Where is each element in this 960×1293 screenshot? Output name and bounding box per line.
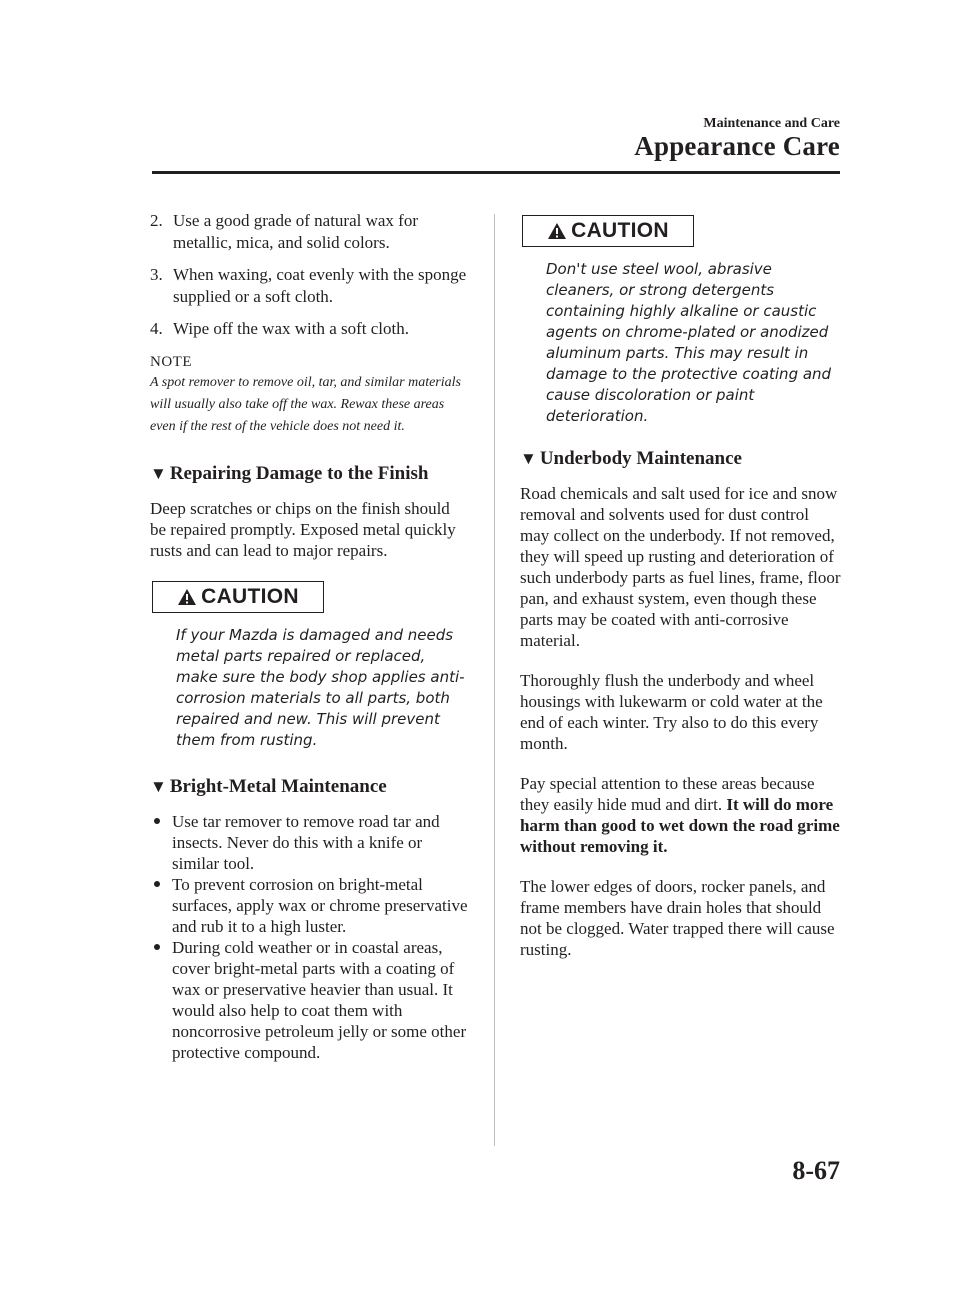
- bullet-text: To prevent corrosion on bright-metal surfaces, apply wax or chrome preservative and rub it to a high luster.: [172, 875, 468, 936]
- step-text: Use a good grade of natural wax for metallic, mica, and solid colors.: [173, 211, 418, 252]
- caution-text: If your Mazda is damaged and needs metal parts repaired or replaced, make sure the body shop applies anti-corrosion materials to all parts, both repaired and new. This will prevent them from rusting.: [176, 626, 465, 749]
- step-item: [150, 318, 470, 340]
- list-item: [150, 811, 470, 874]
- triangle-down-icon: ▼: [520, 449, 537, 468]
- caution-text: Don't use steel wool, abrasive cleaners, or strong detergents containing highly alkaline or caustic agents on chrome-plated or anodized aluminum parts. This may result in damage to the protective coating and cause discoloration or paint deterioration.: [546, 260, 832, 425]
- column-divider: [494, 214, 495, 1146]
- underbody-paragraph: Road chemicals and salt used for ice and snow removal and solvents used for dust control may collect on the underbody. If not removed, they will speed up rusting and deterioration of such underbody parts as fuel lines, frame, floor pan, and exhaust system, even though these parts may be coated with anti-corrosive material.: [520, 484, 841, 650]
- triangle-down-icon: ▼: [150, 464, 167, 483]
- caution-banner: [522, 215, 694, 247]
- step-item: [150, 264, 470, 308]
- list-item: [150, 874, 470, 937]
- step-text: When waxing, coat evenly with the sponge supplied or a soft cloth.: [173, 265, 467, 306]
- step-item: [150, 210, 470, 254]
- attention-warning-text: It will do more harm than good to wet down the road grime without removing it.: [520, 795, 840, 856]
- repair-paragraph: Deep scratches or chips on the finish should be repaired promptly. Exposed metal quickly rusts and can lead to major repairs.: [150, 499, 456, 560]
- warning-triangle-icon: [177, 588, 197, 606]
- note-text: A spot remover to remove oil, tar, and similar materials will usually also take off the wax. Rewax these areas even if the rest of the vehicle does not need it.: [150, 375, 461, 434]
- right-column: [520, 215, 842, 979]
- heading-text: Bright-Metal Maintenance: [169, 776, 387, 797]
- caution-banner: [152, 581, 324, 613]
- left-column: [150, 210, 470, 1063]
- header-rule: [152, 171, 840, 174]
- section-label: Maintenance and Care: [703, 116, 840, 131]
- step-number: 3.: [150, 265, 163, 284]
- drain-holes-paragraph: The lower edges of doors, rocker panels, and frame members have drain holes that should not be clogged. Water trapped there will cause rusting.: [520, 877, 835, 959]
- underbody-heading: [520, 447, 842, 471]
- list-item: [150, 937, 470, 1063]
- page-number: 8-67: [792, 1156, 840, 1185]
- caution-label: CAUTION: [201, 585, 299, 608]
- attention-text: Pay special attention to these areas because they easily hide mud and dirt.: [520, 774, 815, 814]
- caution-label: CAUTION: [571, 219, 669, 242]
- flush-paragraph: Thoroughly flush the underbody and wheel housings with lukewarm or cold water at the end of each winter. Try also to do this every month.: [520, 671, 823, 753]
- repair-heading: [150, 462, 470, 486]
- step-number: 2.: [150, 211, 163, 230]
- step-number: 4.: [150, 319, 163, 338]
- attention-paragraph: [520, 773, 842, 857]
- bullet-text: During cold weather or in coastal areas, cover bright-metal parts with a coating of wax or preservative heavier than usual. It would also help to coat them with noncorrosive petroleum jelly or some other protective compound.: [172, 938, 467, 1062]
- page-title: Appearance Care: [634, 131, 840, 161]
- triangle-down-icon: ▼: [150, 777, 167, 796]
- bullet-text: Use tar remover to remove road tar and insects. Never do this with a knife or similar tool.: [172, 812, 440, 873]
- heading-text: Repairing Damage to the Finish: [169, 463, 429, 484]
- heading-text: Underbody Maintenance: [539, 448, 742, 469]
- step-text: Wipe off the wax with a soft cloth.: [173, 319, 409, 338]
- warning-triangle-icon: [547, 222, 567, 240]
- note-label: NOTE: [150, 354, 192, 370]
- bright-metal-heading: [150, 775, 470, 799]
